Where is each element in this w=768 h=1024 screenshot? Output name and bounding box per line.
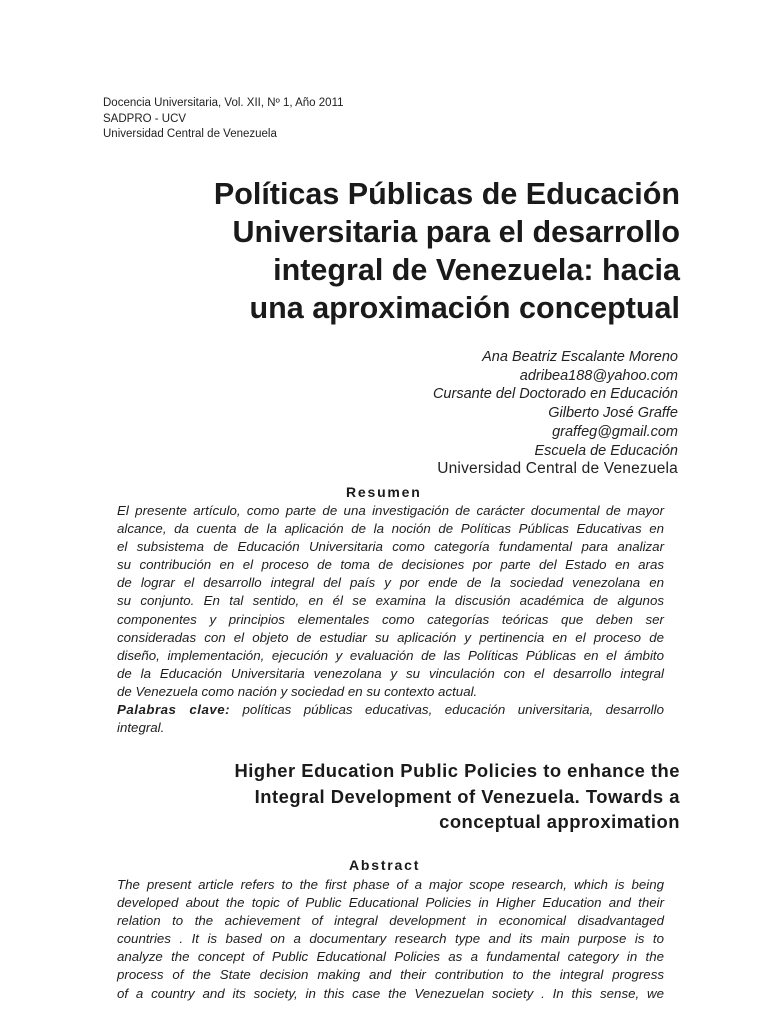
author-name: Ana Beatriz Escalante Moreno bbox=[482, 349, 678, 365]
title-line: una aproximación conceptual bbox=[249, 291, 680, 325]
author-name: Gilberto José Graffe bbox=[548, 405, 678, 422]
abstract-line: of a country and its society, in this case the Venezuelan society . In this sense, we bbox=[117, 985, 664, 1001]
resumen-line: consideradas con el objeto de estudiar su aplicación y pertinencia en el proceso de bbox=[117, 629, 664, 645]
resumen-heading: Resumen bbox=[346, 484, 422, 500]
abstract-body bbox=[117, 876, 664, 1003]
journal-citation: Docencia Universitaria, Vol. XII, Nº 1, Año 2011 bbox=[103, 97, 344, 109]
publisher: SADPRO - UCV bbox=[103, 112, 187, 125]
resumen-line: componentes y principios elementales como categorías teóricas que deben ser bbox=[117, 611, 664, 627]
journal-header bbox=[103, 96, 344, 143]
resumen-line: diseño, implementación, ejecución y evaluación de las Políticas Públicas en el ámbito bbox=[117, 647, 664, 663]
resumen-line: su contribución en el proceso de toma de decisiones por parte del Estado en aras bbox=[117, 557, 664, 573]
institution: Universidad Central de Venezuela bbox=[103, 128, 277, 140]
resumen-line: alcance, da cuenta de la aplicación de la noción de Políticas Públicas Educativas en bbox=[117, 521, 664, 537]
resumen-line: su conjunto. En tal sentido, en él se examina la discusión académica de algunos bbox=[117, 593, 664, 609]
abstract-line: process of the State decision making and their contribution to the integral progress bbox=[117, 967, 664, 983]
title-line: Higher Education Public Policies to enhance the bbox=[234, 760, 680, 781]
title-line: Integral Development of Venezuela. Towards a bbox=[254, 785, 680, 807]
title-line: Universitaria para el desarrollo bbox=[232, 215, 680, 249]
abstract-line: relation to the achievement of integral development in economical disadvantaged bbox=[117, 913, 664, 929]
resumen-line: el subsistema de Educación Universitaria como categoría fundamental para analizar bbox=[117, 539, 664, 555]
resumen-line: de la Educación Universitaria venezolana y su vinculación con el desarrollo integral bbox=[117, 665, 664, 681]
title-line: integral de Venezuela: hacia bbox=[273, 253, 680, 287]
university-name: Universidad Central de Venezuela bbox=[437, 460, 678, 478]
abstract-line: analyze the concept of Public Educational Policies as a fundamental category in the bbox=[117, 949, 664, 965]
author-affiliation: Cursante del Doctorado en Educación bbox=[432, 386, 678, 403]
resumen-line: de Venezuela como nación y sociedad en su contexto actual. bbox=[117, 683, 478, 699]
author-block bbox=[433, 348, 678, 479]
article-title-english bbox=[110, 758, 680, 835]
resumen-line: de lograr el desarrollo integral del país y por ende de la sociedad venezolana en bbox=[117, 575, 664, 591]
article-title-spanish bbox=[100, 175, 680, 327]
keywords-line bbox=[117, 701, 664, 719]
abstract-line: countries . It is based on a documentary research type and its main purpose is to bbox=[117, 931, 664, 947]
abstract-line: The present article refers to the first phase of a major scope research, which is being bbox=[117, 877, 664, 892]
resumen-body bbox=[117, 502, 664, 737]
resumen-line: El presente artículo, como parte de una investigación de carácter documental de mayor bbox=[117, 503, 664, 518]
keywords-text: políticas públicas educativas, educación universitaria, desarrollo bbox=[230, 702, 664, 718]
author-affiliation: Escuela de Educación bbox=[534, 442, 678, 459]
keywords-label: Palabras clave: bbox=[117, 702, 231, 718]
abstract-heading: Abstract bbox=[349, 857, 421, 873]
abstract-line: developed about the topic of Public Educational Policies in Higher Education and their bbox=[117, 895, 664, 911]
author-email: adribea188@yahoo.com bbox=[519, 367, 678, 384]
title-line: Políticas Públicas de Educación bbox=[213, 177, 680, 211]
keywords-continuation: integral. bbox=[117, 720, 165, 736]
author-email: graffeg@gmail.com bbox=[552, 423, 678, 440]
title-line: conceptual approximation bbox=[439, 811, 680, 832]
